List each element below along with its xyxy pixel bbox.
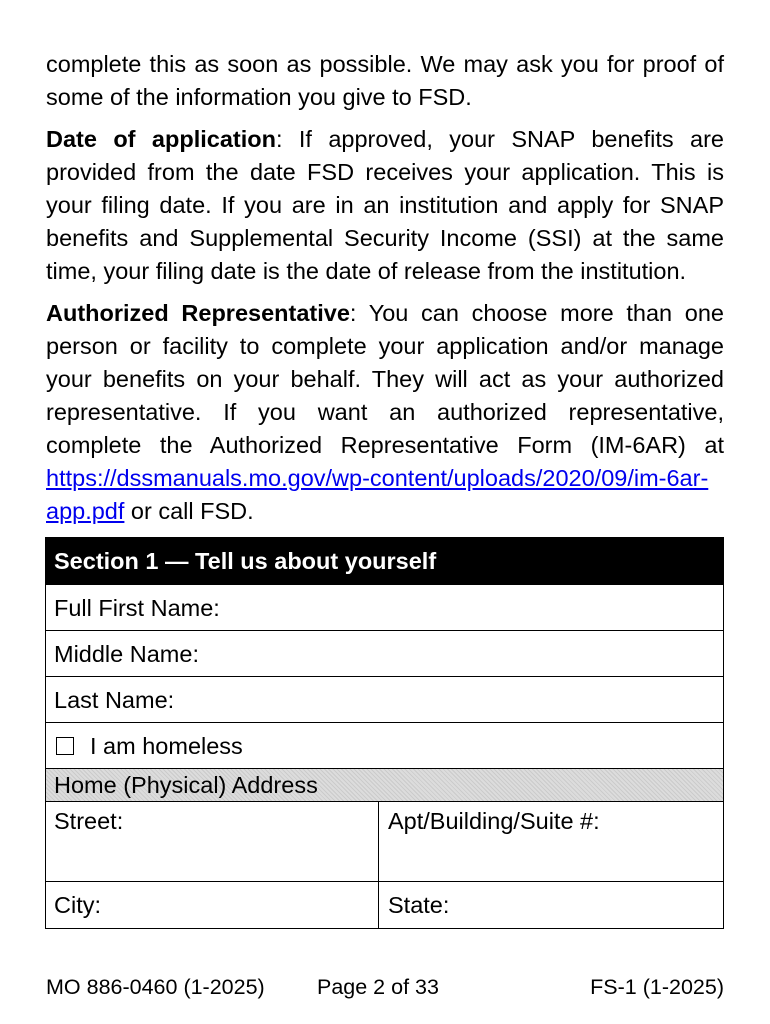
homeless-label: I am homeless <box>90 732 243 759</box>
date-of-application-paragraph <box>46 123 724 288</box>
middle-name-row <box>46 630 723 676</box>
section-1-header: Section 1 — Tell us about yourself <box>46 538 723 584</box>
city-state-row <box>46 881 723 928</box>
last-name-input[interactable] <box>174 676 723 723</box>
middle-name-input[interactable] <box>199 630 723 677</box>
authorized-representative-text: : You can choose more than one person or facility to complete your application and/or manage your benefits on your behalf. They will act as your authorized representative. If you want an authorized representative, complete the Authorized Representative Form (IM-6AR) at <box>46 300 725 458</box>
home-address-heading: Home (Physical) Address <box>54 771 318 798</box>
city-label: City: <box>54 892 101 918</box>
apt-label: Apt/Building/Suite #: <box>388 808 600 834</box>
street-apt-row <box>46 801 723 881</box>
document-body <box>46 48 724 537</box>
apt-field[interactable] <box>379 802 723 881</box>
city-field[interactable] <box>46 882 379 928</box>
last-name-label: Last Name: <box>54 686 175 713</box>
first-name-label: Full First Name: <box>54 594 220 621</box>
form-number: MO 886-0460 (1-2025) <box>46 975 265 999</box>
street-label: Street: <box>54 808 124 834</box>
page-number: Page 2 of 33 <box>317 975 439 999</box>
form-code: FS-1 (1-2025) <box>590 975 724 999</box>
authorized-representative-tail: or call FSD. <box>124 498 254 524</box>
authorized-representative-paragraph <box>46 297 724 528</box>
homeless-checkbox[interactable] <box>56 737 74 755</box>
last-name-row <box>46 676 723 722</box>
date-of-application-heading: Date of application <box>46 126 276 152</box>
state-label: State: <box>388 892 450 918</box>
street-field[interactable] <box>46 802 379 881</box>
first-name-row <box>46 584 723 630</box>
authorized-representative-heading: Authorized Representative <box>46 300 350 326</box>
homeless-row <box>46 722 723 768</box>
page-footer <box>46 975 724 1000</box>
first-name-input[interactable] <box>220 584 723 631</box>
im-6ar-form-link[interactable]: https://dssmanuals.mo.gov/wp-content/uploads/2020/09/im-6ar-app.pdf <box>46 465 709 524</box>
home-address-heading-row <box>46 768 723 801</box>
intro-paragraph: complete this as soon as possible. We may ask you for proof of some of the information you give to FSD. <box>46 51 724 110</box>
state-field[interactable] <box>379 882 723 928</box>
section-1-form <box>45 537 724 929</box>
date-of-application-text: : If approved, your SNAP benefits are provided from the date FSD receives your application. This is your filing date. If you are in an institution and apply for SNAP benefits and Supplemental Security Income (SSI) at the same time, your filing date is the date of release from the institution. <box>46 126 724 284</box>
middle-name-label: Middle Name: <box>54 640 199 667</box>
